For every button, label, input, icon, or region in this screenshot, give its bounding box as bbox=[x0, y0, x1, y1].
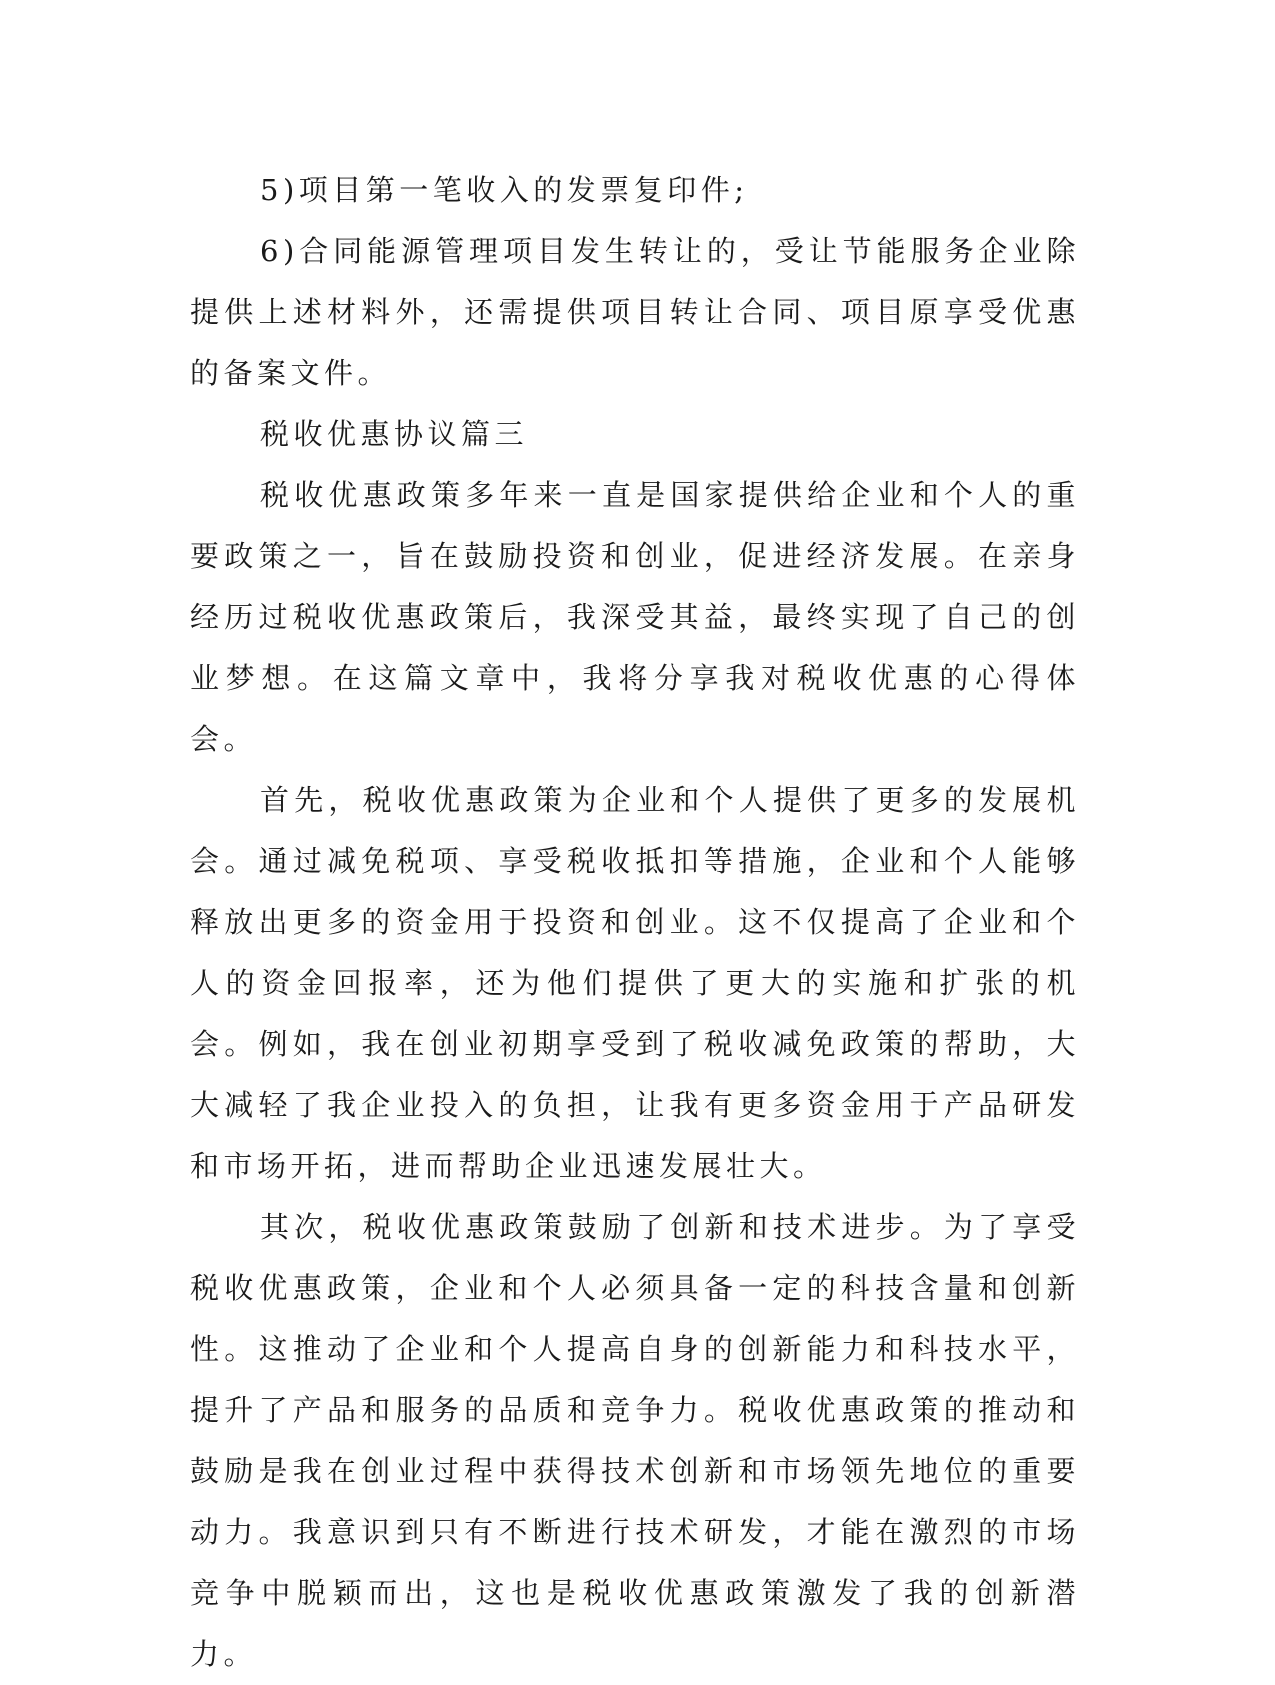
list-item-transfer-materials: 6)合同能源管理项目发生转让的，受让节能服务企业除提供上述材料外，还需提供项目转让合同、项目原享受优惠的备案文件。 bbox=[190, 234, 1080, 390]
paragraph-second: 其次，税收优惠政策鼓励了创新和技术进步。为了享受税收优惠政策，企业和个人必须具备一定的科技含量和创新性。这推动了企业和个人提高自身的创新能力和科技水平，提升了产品和服务的品质和竞争力。税收优惠政策的推动和鼓励是我在创业过程中获得技术创新和市场领先地位的重要动力。我意识到只有不断进行技术研发，才能在激烈的市场竞争中脱颖而出，这也是税收优惠政策激发了我的创新潜力。 bbox=[190, 1210, 1080, 1671]
paragraph-intro: 税收优惠政策多年来一直是国家提供给企业和个人的重要政策之一，旨在鼓励投资和创业，促进经济发展。在亲身经历过税收优惠政策后，我深受其益，最终实现了自己的创业梦想。在这篇文章中，我将分享我对税收优惠的心得体会。 bbox=[190, 478, 1080, 756]
section-heading: 税收优惠协议篇三 bbox=[260, 417, 529, 451]
list-item-invoice-copy: 5)项目第一笔收入的发票复印件; bbox=[260, 173, 749, 207]
paragraph-first: 首先，税收优惠政策为企业和个人提供了更多的发展机会。通过减免税项、享受税收抵扣等措施，企业和个人能够释放出更多的资金用于投资和创业。这不仅提高了企业和个人的资金回报率，还为他们提供了更大的实施和扩张的机会。例如，我在创业初期享受到了税收减免政策的帮助，大大减轻了我企业投入的负担，让我有更多资金用于产品研发和市场开拓，进而帮助企业迅速发展壮大。 bbox=[190, 783, 1080, 1183]
document-body bbox=[190, 160, 1080, 1685]
